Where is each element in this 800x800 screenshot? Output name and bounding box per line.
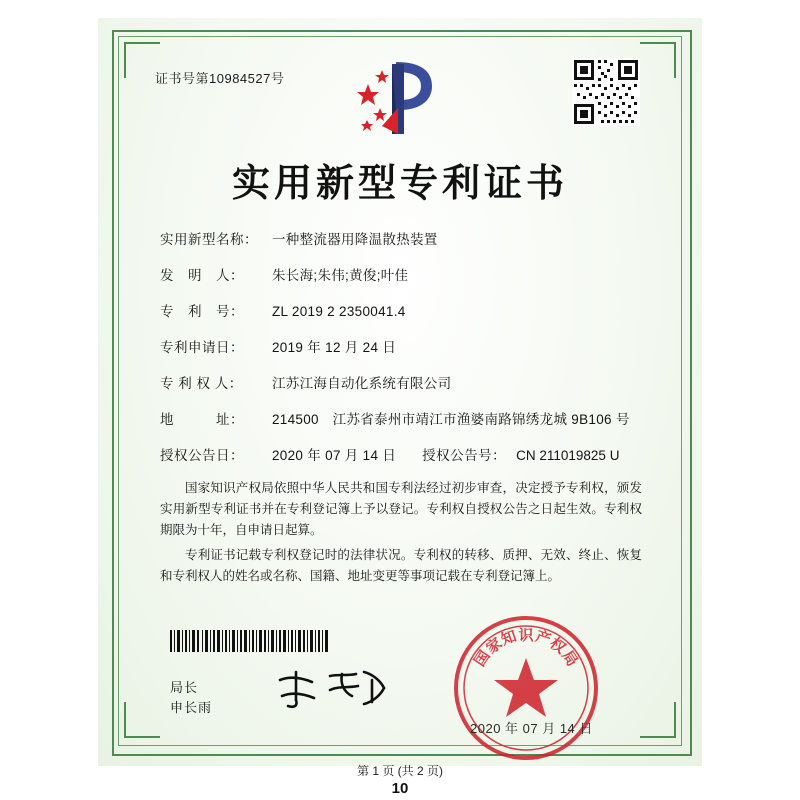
- signature-block: [170, 678, 212, 718]
- field-row-inventor: [160, 264, 650, 284]
- field-list: [160, 228, 650, 480]
- field-value: 朱长海;朱伟;黄俊;叶佳: [272, 268, 409, 283]
- field-row-address: [160, 408, 650, 428]
- field-value: 一种整流器用降温散热装置: [272, 232, 438, 247]
- certificate-number: 证书号第10984527号: [155, 71, 285, 86]
- field-row-patent-number: [160, 300, 650, 320]
- official-red-seal-icon: [452, 614, 600, 762]
- director-title-label: 局长: [170, 680, 199, 695]
- field-label: 专利申请日：: [160, 340, 244, 355]
- legal-text: [160, 478, 642, 591]
- field-value: ZL 2019 2 2350041.4: [272, 304, 406, 319]
- svg-text:产: 产: [533, 626, 554, 649]
- field-row-patentee: [160, 372, 650, 392]
- field-label: 地 址：: [160, 412, 244, 427]
- field-label: 发 明 人：: [160, 268, 244, 283]
- field-value: 2019 年 12 月 24 日: [272, 340, 397, 355]
- corner-ornament-top-right: [640, 42, 676, 78]
- grant-date-value: 2020 年 07 月 14 日: [272, 448, 397, 463]
- cnipa-logo-icon: [352, 56, 448, 138]
- field-row-application-date: [160, 336, 650, 356]
- svg-text:国: 国: [470, 647, 494, 670]
- grant-number-value: CN 211019825 U: [516, 448, 620, 463]
- paragraph-2: 专利证书记载专利权登记时的法律状况。专利权的转移、质押、无效、终止、恢复和专利权人的姓名或名称、国籍、地址变更等事项记载在专利登记簿上。: [160, 548, 642, 583]
- field-label: 专 利 号：: [160, 304, 244, 319]
- barcode-icon: [170, 630, 330, 652]
- qr-code-icon: [572, 58, 640, 126]
- field-row-name: [160, 228, 650, 248]
- field-value: 214500 江苏省泰州市靖江市渔婆南路锦绣龙城 9B106 号: [272, 412, 630, 427]
- field-label: 实用新型名称：: [160, 232, 258, 247]
- paragraph-1: 国家知识产权局依照中华人民共和国专利法经过初步审查，决定授予专利权，颁发实用新型专利证书并在专利登记簿上予以登记。专利权自授权公告之日起生效。专利权期限为十年，自申请日起算。: [160, 481, 642, 537]
- field-row-grant: [160, 444, 650, 464]
- grant-number-label: 授权公告号：: [422, 448, 507, 463]
- field-value: 江苏江海自动化系统有限公司: [272, 376, 452, 391]
- sheet-number: 10: [391, 780, 409, 797]
- seal-date: 2020 年 07 月 14 日: [470, 721, 593, 736]
- corner-ornament-bottom-right: [640, 702, 676, 738]
- handwritten-signature-icon: [272, 666, 392, 712]
- director-name-label: 申长雨: [170, 700, 213, 715]
- svg-text:家: 家: [482, 633, 506, 658]
- corner-ornament-bottom-left: [124, 702, 160, 738]
- svg-text:权: 权: [546, 633, 570, 658]
- field-label: 专 利 权 人：: [160, 376, 243, 391]
- svg-text:局: 局: [558, 647, 582, 670]
- svg-text:识: 识: [518, 626, 534, 644]
- page-indicator: 第 1 页 (共 2 页): [356, 764, 443, 778]
- svg-text:知: 知: [498, 626, 519, 649]
- grant-date-label: 授权公告日：: [160, 448, 244, 463]
- page-title: 实用新型专利证书: [231, 160, 568, 205]
